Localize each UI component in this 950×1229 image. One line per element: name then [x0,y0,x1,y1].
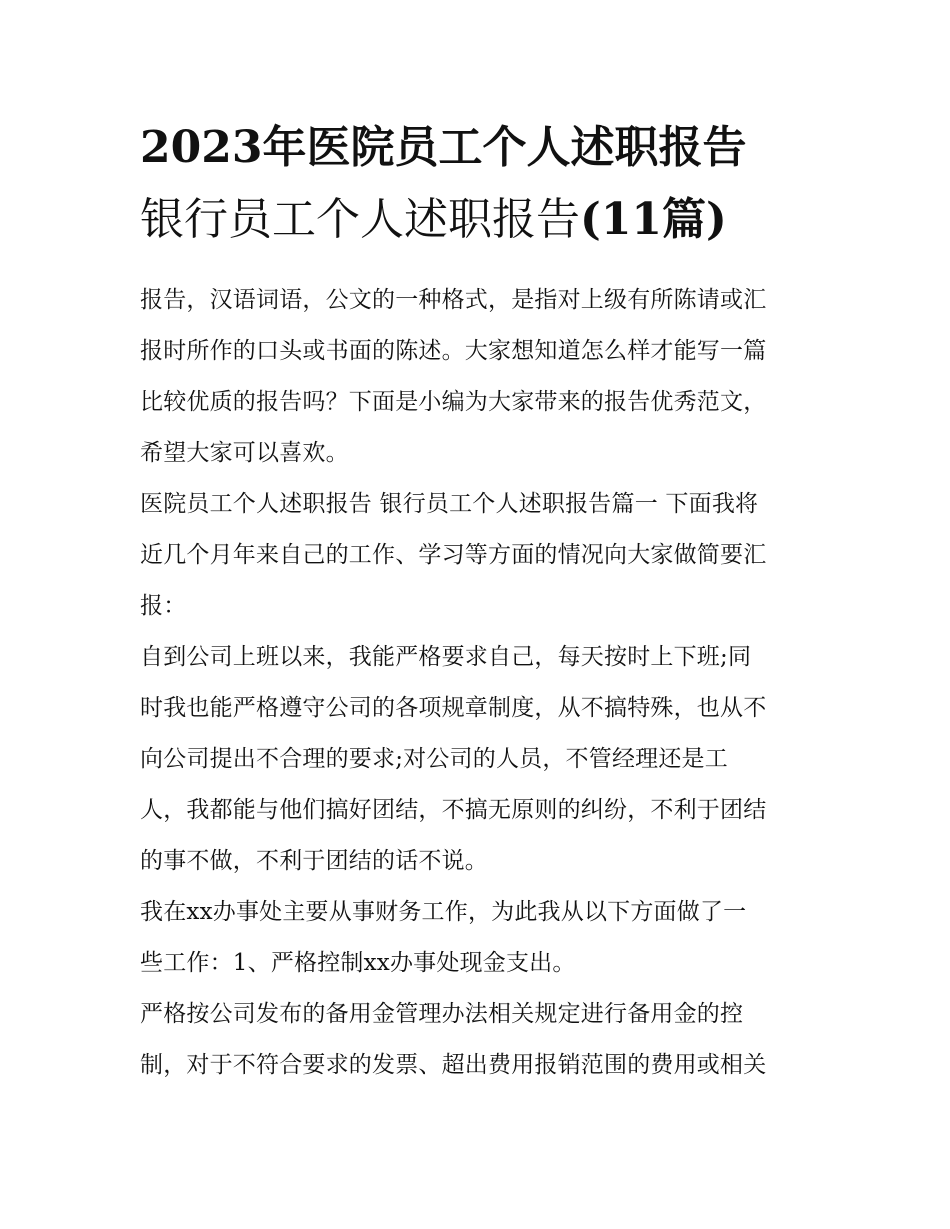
paragraph-line: 的事不做，不利于团结的话不说。 [140,848,488,874]
title-line-2 [140,184,812,256]
paragraph-discipline [140,632,812,887]
paragraph-line: 希望大家可以喜欢。 [140,440,349,466]
document-title [140,112,812,256]
paragraph-line: 近几个月年来自己的工作、学习等方面的情况向大家做简要汇 [140,542,767,568]
title-line-2-main: 银行员工个人述职报告 [140,194,580,245]
paragraph-finance-work [140,887,812,989]
paragraph-line: 比较优质的报告吗？下面是小编为大家带来的报告优秀范文， [140,389,767,415]
paragraph-line: 些工作：1、严格控制xx办事处现金支出。 [140,950,576,976]
title-line-2-suffix: (11篇) [580,194,727,245]
paragraph-line: 严格按公司发布的备用金管理办法相关规定进行备用金的控 [140,1001,744,1027]
paragraph-line: 报告，汉语词语，公文的一种格式，是指对上级有所陈请或汇 [140,287,767,313]
title-line-1: 2023年医院员工个人述职报告 [140,122,747,173]
paragraph-line: 向公司提出不合理的要求;对公司的人员，不管经理还是工 [140,746,728,772]
paragraph-line: 人，我都能与他们搞好团结，不搞无原则的纠纷，不利于团结 [140,797,767,823]
document-body [140,275,812,1091]
paragraph-line: 报： [140,593,187,619]
paragraph-section-header [140,479,812,632]
paragraph-line: 自到公司上班以来，我能严格要求自己，每天按时上下班;同 [140,644,752,670]
paragraph-line: 我在xx办事处主要从事财务工作，为此我从以下方面做了一 [140,899,747,925]
document-page [140,112,812,1091]
paragraph-line: 报时所作的口头或书面的陈述。大家想知道怎么样才能写一篇 [140,338,767,364]
paragraph-line: 医院员工个人述职报告 银行员工个人述职报告篇一 下面我将 [140,491,759,517]
paragraph-petty-cash [140,989,812,1091]
paragraph-intro [140,275,812,479]
paragraph-line: 制，对于不符合要求的发票、超出费用报销范围的费用或相关 [140,1052,767,1078]
paragraph-line: 时我也能严格遵守公司的各项规章制度，从不搞特殊，也从不 [140,695,767,721]
